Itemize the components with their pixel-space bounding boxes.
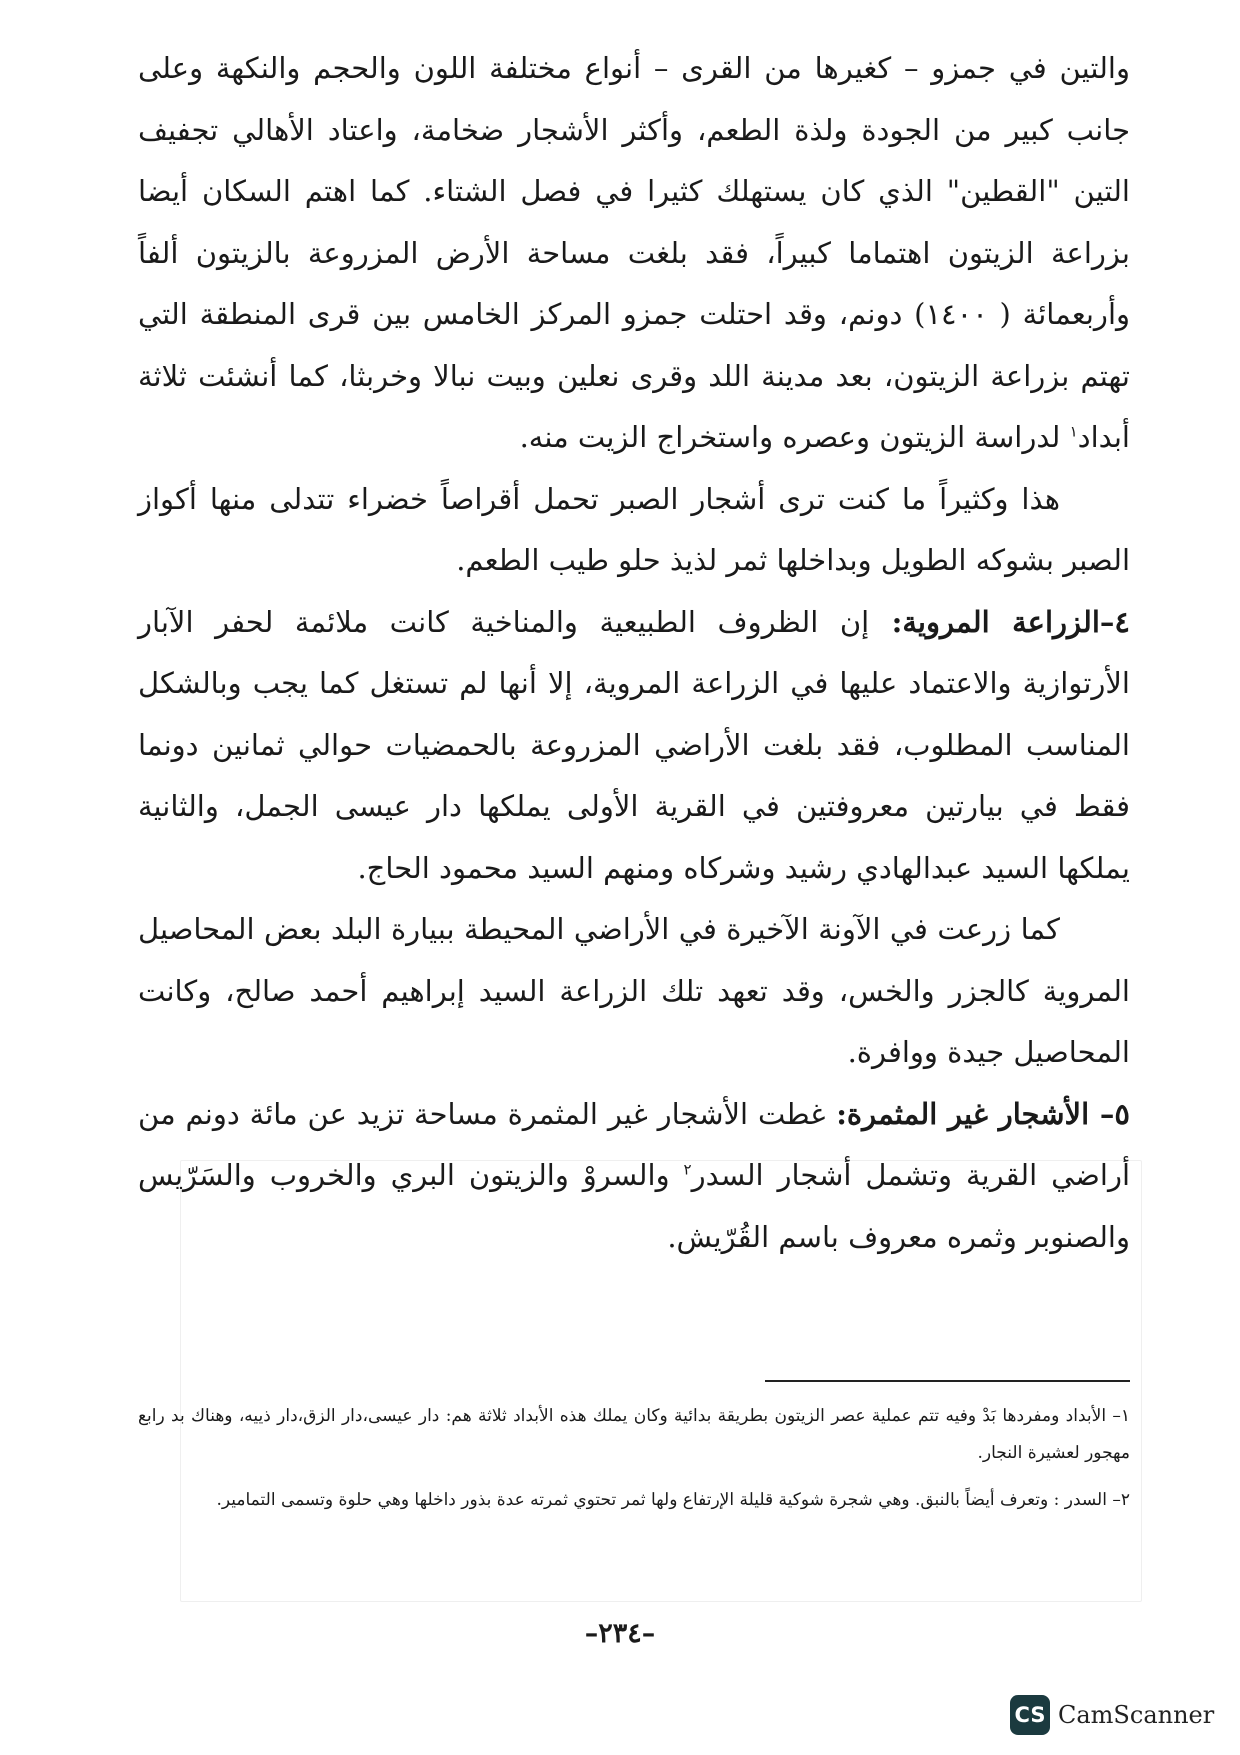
paragraph-cactus: هذا وكثيراً ما كنت ترى أشجار الصبر تحمل أقراصاً خضراء تتدلى منها أكواز الصبر بشوكه الطويل وبداخلها ثمر لذيذ حلو طيب الطعم. [138, 481, 1130, 577]
footnote-divider [765, 1380, 1130, 1382]
footnotes [138, 1398, 1130, 1529]
camscanner-watermark [1010, 1693, 1220, 1737]
page-number: –٢٣٤– [584, 1618, 656, 1649]
paragraph-irrigated-farming: ٤–الزراعة المروية: إن الظروف الطبيعية والمناخية كانت ملائمة لحفر الآبار الأرتوازية والاعتماد عليها في الزراعة المروية، إلا أنها لم تستغل كما يجب وبالشكل المناسب المطلوب، فقد بلغت الأراضي المزروعة بالحمضيات حوالي ثمانين دونما فقط في بيارتين معروفتين في القرية الأولى يملكها دار عيسى الجمل، والثانية يملكها السيد عبدالهادي رشيد وشركاه ومنهم السيد محمود الحاج. [138, 604, 1130, 885]
paragraph-non-fruit-trees: ٥– الأشجار غير المثمرة: غطت الأشجار غير المثمرة مساحة تزيد عن مائة دونم من أراضي القرية وتشمل أشجار السدر$^٢$ والسروْ والزيتون البري والخروب والسَرّيس والصنوبر وثمره معروف باسم القُرّيش. [138, 1096, 1130, 1254]
section-heading-irrigated-farming: ٤–الزراعة المروية: [869, 604, 1130, 639]
paragraph-irrigated-crops: كما زرعت في الآونة الآخيرة في الأراضي المحيطة ببيارة البلد بعض المحاصيل المروية كالجزر والخس، وقد تعهد تلك الزراعة السيد إبراهيم أحمد صالح، وكانت المحاصيل جيدة ووافرة. [138, 912, 1130, 1069]
main-body-text [138, 38, 1130, 1268]
camscanner-label: CamScanner [1058, 1701, 1215, 1729]
section-heading-non-fruit-trees: ٥– الأشجار غير المثمرة: [825, 1096, 1130, 1131]
footnote-1: ١– الأبداد ومفردها بَدْ وفيه تتم عملية عصر الزيتون بطريقة بدائية وكان يملك هذه الأبداد ثلاثة هم: دار عيسى،دار الزق،دار ذييه، وهناك بد رابع مهجور لعشيرة النجار. [138, 1406, 1130, 1463]
camscanner-logo-icon: CS [1010, 1695, 1050, 1735]
footnote-2: ٢– السدر : وتعرف أيضاً بالنبق. وهي شجرة شوكية قليلة الإرتفاع ولها ثمر تحتوي ثمرته عدة بذور داخلها وهي حلوة وتسمى التمامير. [216, 1490, 1130, 1510]
footnote-ref-2: ٢ [683, 1160, 692, 1179]
paragraph-figs-olives: والتين في جمزو – كغيرها من القرى – أنواع مختلفة اللون والحجم والنكهة وعلى جانب كبير من الجودة ولذة الطعم، وأكثر الأشجار ضخامة، واعتاد الأهالي تجفيف التين "القطين" الذي كان يستهلك كثيرا في فصل الشتاء. كما اهتم السكان أيضا بزراعة الزيتون اهتماما كبيراً، فقد بلغت مساحة الأرض المزروعة بالزيتون ألفاً وأربعمائة ( ١٤٠٠) دونم، وقد احتلت جمزو المركز الخامس بين قرى المنطقة التي تهتم بزراعة الزيتون، بعد مدينة اللد وقرى نعلين وبيت نبالا وخربثا، كما أنشئت ثلاثة أبداد$^١$ لدراسة الزيتون وعصره واستخراج الزيت منه. [138, 51, 1130, 454]
footnote-ref-1: ١ [1069, 422, 1078, 441]
